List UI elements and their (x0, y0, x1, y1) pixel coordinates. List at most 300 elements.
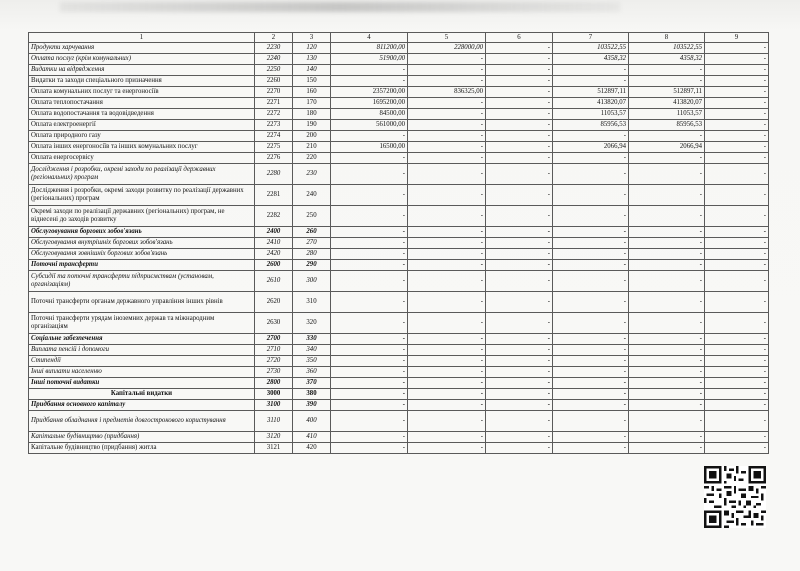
amount-cell: - (705, 334, 769, 345)
amount-cell: - (705, 142, 769, 153)
row-label: Субсидії та поточні трансферти підприємствам (установам, організаціям) (29, 271, 255, 292)
table-row (29, 76, 769, 87)
table-row (29, 292, 769, 313)
amount-cell: - (408, 238, 486, 249)
amount-cell: - (629, 227, 705, 238)
amount-cell: - (629, 131, 705, 142)
amount-cell: 103522,55 (629, 43, 705, 54)
table-row (29, 389, 769, 400)
amount-cell: 836325,00 (408, 87, 486, 98)
row-label: Соціальне забезпечення (29, 334, 255, 345)
kekv-code: 2710 (255, 345, 293, 356)
row-code: 320 (293, 313, 331, 334)
amount-cell: - (629, 249, 705, 260)
amount-cell: - (553, 153, 629, 164)
amount-cell: - (553, 185, 629, 206)
amount-cell: 84500,00 (331, 109, 408, 120)
row-code: 400 (293, 411, 331, 432)
amount-cell: - (553, 76, 629, 87)
amount-cell: - (629, 271, 705, 292)
kekv-code: 2270 (255, 87, 293, 98)
amount-cell: - (331, 389, 408, 400)
kekv-code: 2274 (255, 131, 293, 142)
column-header: 2 (255, 33, 293, 43)
kekv-code: 2800 (255, 378, 293, 389)
amount-cell: - (629, 76, 705, 87)
amount-cell: 103522,55 (553, 43, 629, 54)
amount-cell: - (705, 153, 769, 164)
row-label: Стипендії (29, 356, 255, 367)
row-label: Обслуговування зовнішніх боргових зобов'язань (29, 249, 255, 260)
row-label: Поточні трансферти урядам іноземних держав та міжнародним організаціям (29, 313, 255, 334)
kekv-code: 2275 (255, 142, 293, 153)
amount-cell: - (486, 185, 553, 206)
kekv-code: 2720 (255, 356, 293, 367)
row-code: 420 (293, 443, 331, 454)
kekv-code: 2281 (255, 185, 293, 206)
amount-cell: - (629, 345, 705, 356)
row-code: 190 (293, 120, 331, 131)
amount-cell: - (408, 65, 486, 76)
amount-cell: - (486, 400, 553, 411)
amount-cell: - (705, 356, 769, 367)
amount-cell: - (408, 345, 486, 356)
amount-cell: - (331, 411, 408, 432)
scan-shadow (60, 2, 620, 12)
budget-expenditure-table (28, 32, 769, 454)
row-label: Поточні трансферти органам державного управління інших рівнів (29, 292, 255, 313)
amount-cell: - (705, 131, 769, 142)
row-label: Оплата інших енергоносіїв та інших комунальних послуг (29, 142, 255, 153)
kekv-code: 2410 (255, 238, 293, 249)
row-label: Дослідження і розробки, окремі заходи розвитку по реалізації державних (регіональних) програм (29, 185, 255, 206)
row-label: Дослідження і розробки, окремі заходи по реалізації державних (регіональних) програм (29, 164, 255, 185)
table-row (29, 185, 769, 206)
amount-cell: - (705, 87, 769, 98)
row-code: 350 (293, 356, 331, 367)
row-label: Капітальне будівництво (придбання) житла (29, 443, 255, 454)
amount-cell: - (331, 400, 408, 411)
amount-cell: - (629, 356, 705, 367)
amount-cell: - (629, 389, 705, 400)
amount-cell: - (629, 153, 705, 164)
table-row (29, 271, 769, 292)
amount-cell: 51900,00 (331, 54, 408, 65)
amount-cell: 1695200,00 (331, 98, 408, 109)
row-label: Окремі заходи по реалізації державних (регіональних) програм, не віднесені до заходів розвитку (29, 206, 255, 227)
row-code: 410 (293, 432, 331, 443)
kekv-code: 3100 (255, 400, 293, 411)
amount-cell: 4358,32 (629, 54, 705, 65)
amount-cell: - (553, 313, 629, 334)
row-code: 390 (293, 400, 331, 411)
kekv-code: 2700 (255, 334, 293, 345)
amount-cell: - (331, 334, 408, 345)
amount-cell: - (553, 367, 629, 378)
amount-cell: - (553, 334, 629, 345)
amount-cell: - (553, 292, 629, 313)
amount-cell: - (331, 271, 408, 292)
amount-cell: 512897,11 (629, 87, 705, 98)
table-row (29, 345, 769, 356)
amount-cell: - (486, 249, 553, 260)
table-row (29, 238, 769, 249)
amount-cell: - (629, 206, 705, 227)
amount-cell: - (408, 54, 486, 65)
amount-cell: - (486, 432, 553, 443)
amount-cell: - (553, 249, 629, 260)
kekv-code: 2250 (255, 65, 293, 76)
amount-cell: - (629, 367, 705, 378)
amount-cell: - (705, 432, 769, 443)
amount-cell: - (486, 76, 553, 87)
table-row (29, 206, 769, 227)
amount-cell: - (408, 206, 486, 227)
kekv-code: 2610 (255, 271, 293, 292)
amount-cell: - (408, 292, 486, 313)
amount-cell: - (705, 345, 769, 356)
amount-cell: - (629, 400, 705, 411)
kekv-code: 2400 (255, 227, 293, 238)
kekv-code: 3110 (255, 411, 293, 432)
row-code: 230 (293, 164, 331, 185)
table-row (29, 109, 769, 120)
column-header: 1 (29, 33, 255, 43)
amount-cell: - (553, 432, 629, 443)
amount-cell: - (629, 443, 705, 454)
amount-cell: - (408, 109, 486, 120)
amount-cell: 2357200,00 (331, 87, 408, 98)
kekv-code: 2230 (255, 43, 293, 54)
amount-cell: - (553, 206, 629, 227)
amount-cell: - (408, 356, 486, 367)
kekv-code: 2282 (255, 206, 293, 227)
kekv-code: 2420 (255, 249, 293, 260)
amount-cell: - (408, 131, 486, 142)
row-label: Видатки та заходи спеціального призначення (29, 76, 255, 87)
row-code: 130 (293, 54, 331, 65)
amount-cell: - (705, 43, 769, 54)
row-label: Придбання основного капіталу (29, 400, 255, 411)
amount-cell: - (486, 443, 553, 454)
amount-cell: - (331, 76, 408, 87)
row-label: Інші виплати населенню (29, 367, 255, 378)
row-code: 210 (293, 142, 331, 153)
row-label: Поточні трансферти (29, 260, 255, 271)
amount-cell: - (486, 109, 553, 120)
amount-cell: - (629, 334, 705, 345)
table-row (29, 43, 769, 54)
amount-cell: - (408, 153, 486, 164)
amount-cell: - (486, 54, 553, 65)
kekv-code: 2240 (255, 54, 293, 65)
amount-cell: - (705, 238, 769, 249)
amount-cell: - (553, 356, 629, 367)
amount-cell: - (408, 271, 486, 292)
amount-cell: 16500,00 (331, 142, 408, 153)
amount-cell: - (486, 43, 553, 54)
amount-cell: - (331, 313, 408, 334)
amount-cell: 85956,53 (629, 120, 705, 131)
table-row (29, 65, 769, 76)
row-label: Обслуговування внутрішніх боргових зобов'язань (29, 238, 255, 249)
amount-cell: - (486, 356, 553, 367)
amount-cell: - (408, 249, 486, 260)
table-row (29, 120, 769, 131)
amount-cell: - (705, 292, 769, 313)
table-row (29, 378, 769, 389)
amount-cell: - (553, 65, 629, 76)
amount-cell: - (486, 411, 553, 432)
amount-cell: - (705, 98, 769, 109)
amount-cell: - (408, 227, 486, 238)
amount-cell: - (629, 411, 705, 432)
row-code: 250 (293, 206, 331, 227)
row-code: 260 (293, 227, 331, 238)
amount-cell: - (553, 238, 629, 249)
amount-cell: - (486, 164, 553, 185)
amount-cell: - (486, 65, 553, 76)
column-header: 5 (408, 33, 486, 43)
amount-cell: - (705, 185, 769, 206)
row-code: 160 (293, 87, 331, 98)
kekv-code: 2630 (255, 313, 293, 334)
amount-cell: - (486, 313, 553, 334)
kekv-code: 2280 (255, 164, 293, 185)
table-row (29, 432, 769, 443)
table-row (29, 54, 769, 65)
row-code: 280 (293, 249, 331, 260)
amount-cell: - (553, 411, 629, 432)
kekv-code: 3121 (255, 443, 293, 454)
amount-cell: - (331, 356, 408, 367)
amount-cell: - (331, 378, 408, 389)
amount-cell: - (331, 260, 408, 271)
row-code: 200 (293, 131, 331, 142)
amount-cell: - (705, 411, 769, 432)
row-label: Оплата теплопостачання (29, 98, 255, 109)
row-code: 360 (293, 367, 331, 378)
amount-cell: - (553, 271, 629, 292)
amount-cell: 228000,00 (408, 43, 486, 54)
amount-cell: 561000,00 (331, 120, 408, 131)
row-code: 380 (293, 389, 331, 400)
amount-cell: - (408, 334, 486, 345)
row-label: Продукти харчування (29, 43, 255, 54)
amount-cell: 2066,94 (629, 142, 705, 153)
amount-cell: - (705, 249, 769, 260)
amount-cell: - (408, 378, 486, 389)
amount-cell: - (331, 292, 408, 313)
amount-cell: - (553, 378, 629, 389)
table-row (29, 260, 769, 271)
amount-cell: - (553, 443, 629, 454)
amount-cell: - (331, 249, 408, 260)
kekv-code: 2271 (255, 98, 293, 109)
amount-cell: - (331, 185, 408, 206)
table-row (29, 98, 769, 109)
amount-cell: - (486, 345, 553, 356)
amount-cell: - (486, 238, 553, 249)
amount-cell: - (486, 271, 553, 292)
kekv-code: 2600 (255, 260, 293, 271)
amount-cell: - (553, 400, 629, 411)
amount-cell: - (331, 432, 408, 443)
row-code: 270 (293, 238, 331, 249)
row-code: 170 (293, 98, 331, 109)
qr-code (704, 466, 766, 528)
kekv-code: 2276 (255, 153, 293, 164)
kekv-code: 3120 (255, 432, 293, 443)
amount-cell: - (486, 206, 553, 227)
table-row (29, 411, 769, 432)
amount-cell: - (408, 400, 486, 411)
amount-cell: 413820,07 (629, 98, 705, 109)
kekv-code: 2260 (255, 76, 293, 87)
amount-cell: - (408, 142, 486, 153)
amount-cell: - (705, 164, 769, 185)
row-label: Обслуговування боргових зобов'язань (29, 227, 255, 238)
column-header: 3 (293, 33, 331, 43)
row-code: 370 (293, 378, 331, 389)
row-code: 340 (293, 345, 331, 356)
row-label: Придбання обладнання і предметів довгострокового користування (29, 411, 255, 432)
amount-cell: - (408, 389, 486, 400)
amount-cell: - (408, 164, 486, 185)
amount-cell: 2066,94 (553, 142, 629, 153)
amount-cell: - (705, 443, 769, 454)
amount-cell: - (486, 367, 553, 378)
amount-cell: - (705, 120, 769, 131)
amount-cell: 4358,32 (553, 54, 629, 65)
amount-cell: - (705, 65, 769, 76)
amount-cell: - (629, 238, 705, 249)
amount-cell: - (486, 227, 553, 238)
amount-cell: - (629, 292, 705, 313)
amount-cell: - (705, 367, 769, 378)
row-label: Оплата водопостачання та водовідведення (29, 109, 255, 120)
amount-cell: - (486, 120, 553, 131)
amount-cell: - (486, 131, 553, 142)
table-row (29, 131, 769, 142)
amount-cell: - (629, 378, 705, 389)
row-label: Капітальні видатки (29, 389, 255, 400)
amount-cell: 512897,11 (553, 87, 629, 98)
amount-cell: - (705, 389, 769, 400)
amount-cell: - (486, 87, 553, 98)
row-code: 290 (293, 260, 331, 271)
table-row (29, 142, 769, 153)
amount-cell: - (629, 313, 705, 334)
row-code: 330 (293, 334, 331, 345)
amount-cell: - (408, 411, 486, 432)
column-header: 8 (629, 33, 705, 43)
amount-cell: - (486, 153, 553, 164)
amount-cell: - (705, 54, 769, 65)
amount-cell: - (486, 389, 553, 400)
table-row (29, 313, 769, 334)
amount-cell: - (705, 400, 769, 411)
amount-cell: 11053,57 (553, 109, 629, 120)
amount-cell: - (553, 164, 629, 185)
amount-cell: - (408, 367, 486, 378)
amount-cell: - (408, 432, 486, 443)
amount-cell: - (408, 76, 486, 87)
amount-cell: - (486, 334, 553, 345)
row-code: 310 (293, 292, 331, 313)
amount-cell: - (408, 443, 486, 454)
table-row (29, 164, 769, 185)
row-code: 150 (293, 76, 331, 87)
amount-cell: - (331, 153, 408, 164)
column-number-row (29, 33, 769, 43)
amount-cell: - (331, 206, 408, 227)
amount-cell: - (331, 164, 408, 185)
amount-cell: - (331, 238, 408, 249)
kekv-code: 2272 (255, 109, 293, 120)
table-row (29, 87, 769, 98)
row-code: 220 (293, 153, 331, 164)
amount-cell: - (486, 98, 553, 109)
kekv-code: 2273 (255, 120, 293, 131)
row-code: 180 (293, 109, 331, 120)
amount-cell: - (629, 185, 705, 206)
column-header: 6 (486, 33, 553, 43)
amount-cell: - (705, 271, 769, 292)
amount-cell: - (408, 313, 486, 334)
amount-cell: - (553, 260, 629, 271)
table-row (29, 334, 769, 345)
amount-cell: - (629, 164, 705, 185)
row-label: Оплата комунальних послуг та енергоносіїв (29, 87, 255, 98)
amount-cell: - (705, 260, 769, 271)
amount-cell: - (408, 120, 486, 131)
amount-cell: - (705, 206, 769, 227)
amount-cell: - (331, 345, 408, 356)
row-code: 140 (293, 65, 331, 76)
amount-cell: - (331, 131, 408, 142)
table-row (29, 227, 769, 238)
amount-cell: - (486, 260, 553, 271)
kekv-code: 3000 (255, 389, 293, 400)
row-label: Капітальне будівництво (придбання) (29, 432, 255, 443)
row-code: 120 (293, 43, 331, 54)
table-row (29, 367, 769, 378)
amount-cell: - (486, 292, 553, 313)
amount-cell: - (705, 313, 769, 334)
row-label: Інші поточні видатки (29, 378, 255, 389)
row-label: Оплата природного газу (29, 131, 255, 142)
amount-cell: - (331, 227, 408, 238)
amount-cell: - (331, 443, 408, 454)
row-label: Виплата пенсій і допомоги (29, 345, 255, 356)
amount-cell: 413820,07 (553, 98, 629, 109)
amount-cell: - (629, 65, 705, 76)
amount-cell: - (553, 227, 629, 238)
amount-cell: - (705, 109, 769, 120)
column-header: 4 (331, 33, 408, 43)
amount-cell: 85956,53 (553, 120, 629, 131)
amount-cell: - (553, 345, 629, 356)
row-label: Оплата електроенергії (29, 120, 255, 131)
amount-cell: - (331, 65, 408, 76)
amount-cell: - (408, 185, 486, 206)
amount-cell: 11053,57 (629, 109, 705, 120)
table-row (29, 400, 769, 411)
row-label: Видатки на відрядження (29, 65, 255, 76)
table-row (29, 153, 769, 164)
row-label: Оплата енергосервісу (29, 153, 255, 164)
